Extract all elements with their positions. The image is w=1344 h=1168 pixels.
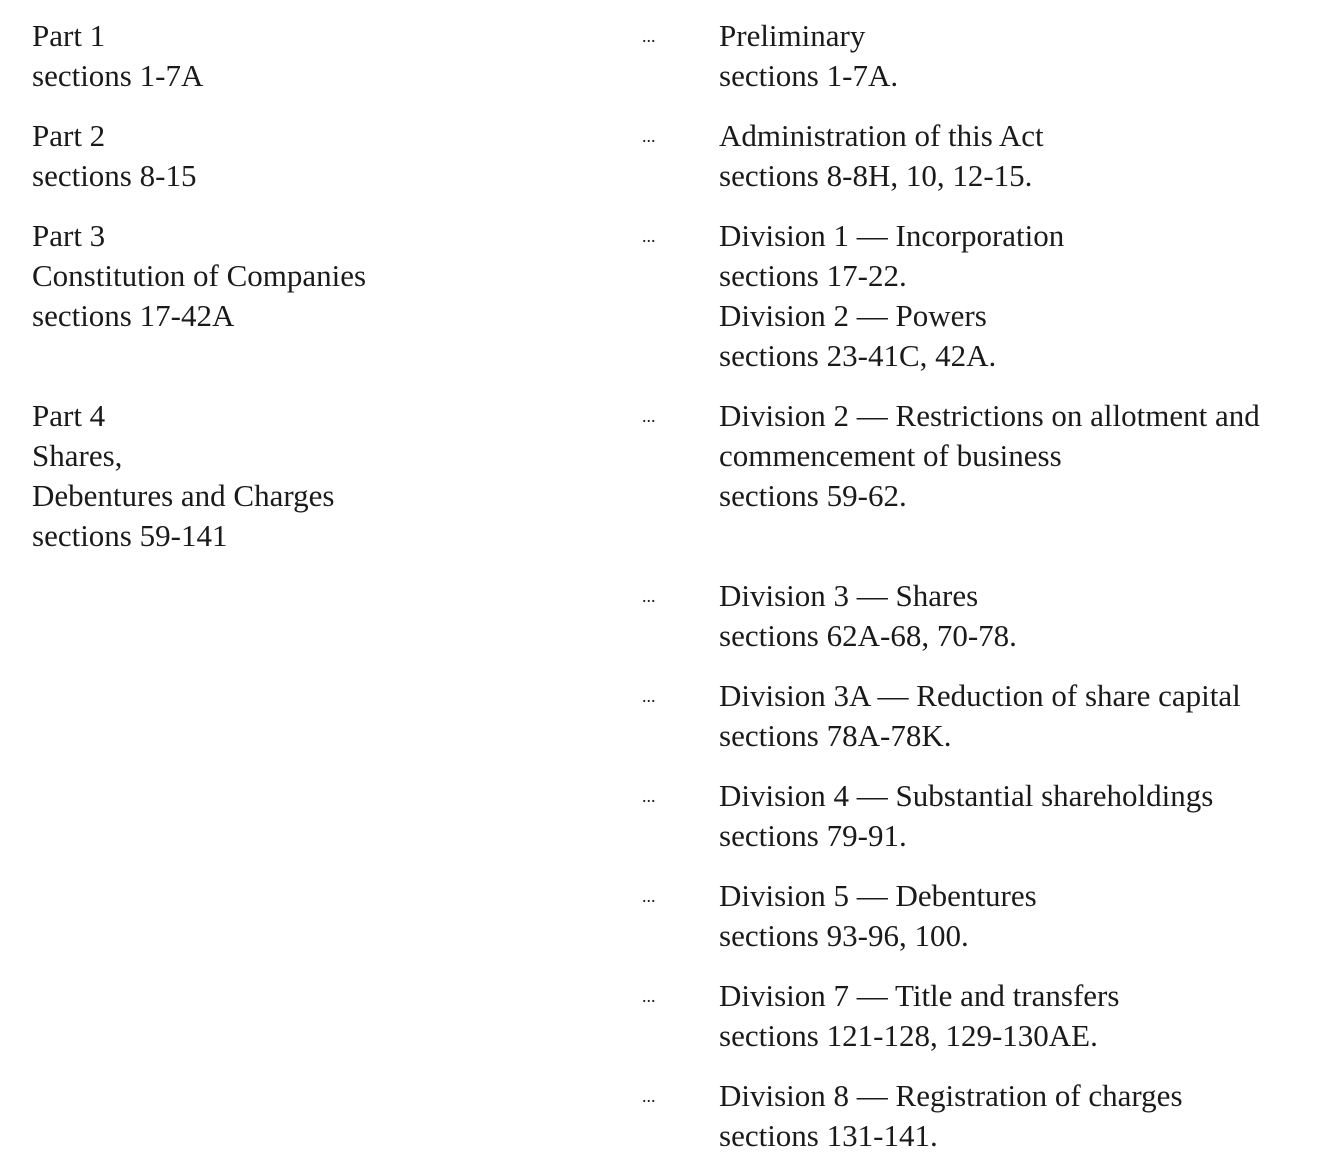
part-4-sections: sections 59-141 [32, 518, 228, 553]
entry-division-3-sections: sections 62A-68, 70-78. [719, 618, 1017, 653]
entry-division-2-sections: sections 23-41C, 42A. [719, 338, 997, 373]
leader-dots: ... [642, 126, 656, 146]
part-4-name-line-1: Shares, [32, 438, 123, 473]
leader-dots: ... [642, 686, 656, 706]
entry-division-8-registration: Division 8 — Registration of charges [719, 1078, 1183, 1113]
entry-division-3-shares: Division 3 — Shares [719, 578, 979, 613]
entry-division-2-powers: Division 2 — Powers [719, 298, 987, 333]
entry-division-7-title-transfers: Division 7 — Title and transfers [719, 978, 1120, 1013]
leader-dots: ... [642, 26, 656, 46]
entry-division-5-sections: sections 93-96, 100. [719, 918, 969, 953]
part-2-sections: sections 8-15 [32, 158, 197, 193]
leader-dots: ... [642, 986, 656, 1006]
leader-dots: ... [642, 886, 656, 906]
entry-administration-sections: sections 8-8H, 10, 12-15. [719, 158, 1033, 193]
part-3-name: Constitution of Companies [32, 258, 367, 293]
part-3-title: Part 3 [32, 218, 106, 253]
part-4-name-line-2: Debentures and Charges [32, 478, 335, 513]
entry-division-1-incorporation: Division 1 — Incorporation [719, 218, 1065, 253]
entry-division-2-restrictions-cont: commencement of business [719, 438, 1062, 473]
leader-dots: ... [642, 786, 656, 806]
part-2-title: Part 2 [32, 118, 106, 153]
entry-division-4-substantial: Division 4 — Substantial shareholdings [719, 778, 1214, 813]
leader-dots: ... [642, 406, 656, 426]
leader-dots: ... [642, 1086, 656, 1106]
entry-division-8-sections: sections 131-141. [719, 1118, 938, 1153]
entry-division-1-sections: sections 17-22. [719, 258, 907, 293]
entry-administration: Administration of this Act [719, 118, 1044, 153]
part-1-title: Part 1 [32, 18, 106, 53]
leader-dots: ... [642, 226, 656, 246]
entry-division-5-debentures: Division 5 — Debentures [719, 878, 1037, 913]
part-4-title: Part 4 [32, 398, 106, 433]
leader-dots: ... [642, 586, 656, 606]
entry-preliminary-sections: sections 1-7A. [719, 58, 899, 93]
entry-preliminary: Preliminary [719, 18, 866, 53]
entry-division-3a-reduction: Division 3A — Reduction of share capital [719, 678, 1241, 713]
entry-division-2-restrictions-sections: sections 59-62. [719, 478, 907, 513]
entry-division-7-sections: sections 121-128, 129-130AE. [719, 1018, 1098, 1053]
entry-division-3a-sections: sections 78A-78K. [719, 718, 952, 753]
part-1-sections: sections 1-7A [32, 58, 204, 93]
entry-division-2-restrictions: Division 2 — Restrictions on allotment and [719, 398, 1260, 433]
part-3-sections: sections 17-42A [32, 298, 235, 333]
entry-division-4-sections: sections 79-91. [719, 818, 907, 853]
